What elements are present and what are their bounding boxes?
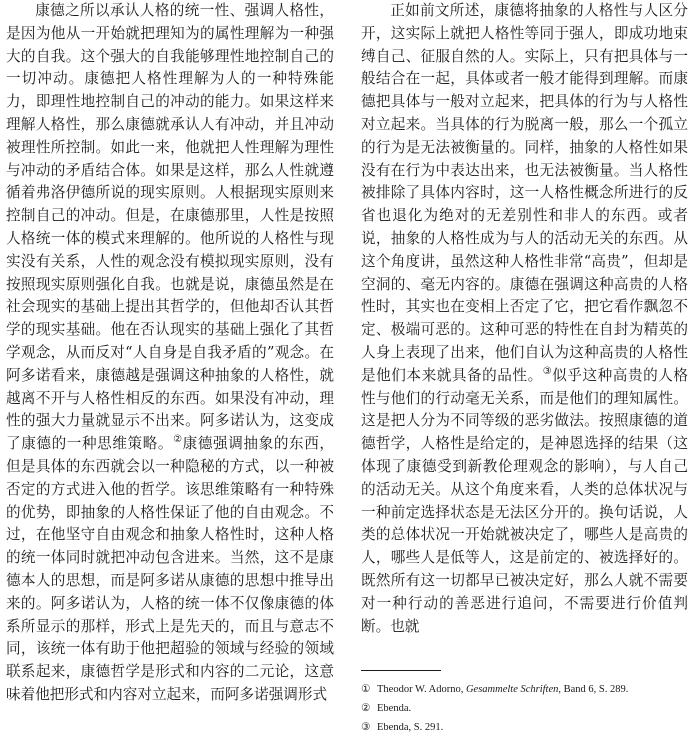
footnote-number: ① (361, 684, 371, 695)
footnote-author: Ebenda. (377, 703, 412, 714)
footnote-3 (361, 718, 688, 737)
footnote-number: ② (361, 703, 371, 714)
footnote-marker-2: ② (173, 434, 183, 446)
right-column (361, 0, 688, 638)
footnote-title: Gesammelte Schriften (465, 684, 559, 695)
footnote-number: ③ (361, 722, 371, 733)
right-paragraph (361, 0, 688, 638)
footnote-author: Ebenda, S. 291. (377, 722, 444, 733)
footnote-2 (361, 699, 688, 718)
right-paragraph-tail: 似乎这种高贵的人格性与他们的行动毫无关系，而是他们的理知属性。这是把人分为不同等级的恶劣做法。按照康德的道德哲学，人格性是给定的，是神恩选择的结果（这体现了康德受到新教伦理观念的影响），与人自己的活动无关。从这个角度来看，人类的总体状况与一种前定选择状态是无法区分开的。换句话说，人类的总体状况一开始就被决定了，哪些人是高贵的人，哪些人是低等人，这是前定的、被选择好的。既然所有这一切都早已被决定好，那么人就不需要对一种行动的善恶进行追问，不需要进行价值判断。也就 (361, 366, 688, 635)
footnote-rest: , Band 6, S. 289. (558, 684, 629, 695)
footnote-author: Theodor W. Adorno, (377, 684, 466, 695)
left-column (6, 0, 334, 707)
left-paragraph (6, 0, 334, 707)
footnote-marker-3: ③ (542, 365, 553, 377)
left-paragraph-tail: 康德强调抽象的东西，但是具体的东西就会以一种隐秘的方式，以一种被否定的方式进入他的哲学。该思维策略有一种特殊的优势，即抽象的人格性保证了他的自由观念。不过，在他坚守自由观念和抽象人格性时，这种人格的统一体同时就把冲动包含进来。当然，这不是康德本人的思想，而是阿多诺从康德的思想中推导出来的。阿多诺认为，人格的统一体不仅像康德的体系所显示的那样，形式上是先天的，而且与意志不同，该统一体有助于他把超验的领域与经验的领域联系起来，康德哲学是形式和内容的二元论，这意味着他把形式和内容对立起来，而阿多诺强调形式 (6, 435, 334, 703)
right-paragraph-text: 正如前文所述，康德将抽象的人格性与人区分开，这实际上就把人格性等同于强人，即成功地束缚自己、征服自然的人。实际上，只有把具体与一般结合在一起，具体或者一般才能得到理解。而康德把具体与一般对立起来，把具体的行为与人格性对立起来。当具体的行为脱离一般，那么一个孤立的行为是无法被衡量的。同样，抽象的人格性如果没有在行为中表达出来，也无法被衡量。当人格性被排除了具体内容时，这一人格性概念所进行的反省也退化为绝对的无差别性和非人的东西。或者说，抽象的人格性成为与人的活动无关的东西。从这个角度讲，虽然这种人格性非常“高贵”，但却是空洞的、毫无内容的。康德在强调这种高贵的人格性时，其实也在变相上否定了它，把它看作飘忽不定、极端可恶的。这种可恶的特性在自封为精英的人身上表现了出来，他们自认为这种高贵的人格性是他们本来就具备的品性。 (361, 2, 688, 384)
left-paragraph-text: 康德之所以承认人格的统一性、强调人格性，是因为他从一开始就把理知为的属性理解为一种强大的自我。这个强大的自我能够理性地控制自己的一切冲动。康德把人格性理解为人的一种特殊能力，即理性地控制自己的冲动的能力。如果这样来理解人格性，那么康德就承认人有冲动，并且冲动被理性所控制。如此一来，他就把人性理解为理性与冲动的矛盾结合体。如果是这样，那么人性就遵循着弗洛伊德所说的现实原则。人根据现实原则来控制自己的冲动。但是，在康德那里，人性是按照人格统一体的模式来理解的。他所说的人格性与现实没有关系，人性的观念没有模拟现实原则，没有按照现实原则强化自我。也就是说，康德虽然是在社会现实的基础上提出其哲学的，但他却否认其哲学的现实基础。他在否认现实的基础上强化了其哲学观念，从而反对“人自身是自我矛盾的”观念。在阿多诺看来，康德越是强调这种抽象的人格性，就越离不开与人格性相反的东西。如果没有冲动，理性的强大力量就显示不出来。阿多诺认为，这变成了康德的一种思维策略。 (6, 2, 334, 453)
footnotes (361, 680, 688, 737)
footnote-separator (361, 670, 441, 671)
footnote-1 (361, 680, 688, 699)
